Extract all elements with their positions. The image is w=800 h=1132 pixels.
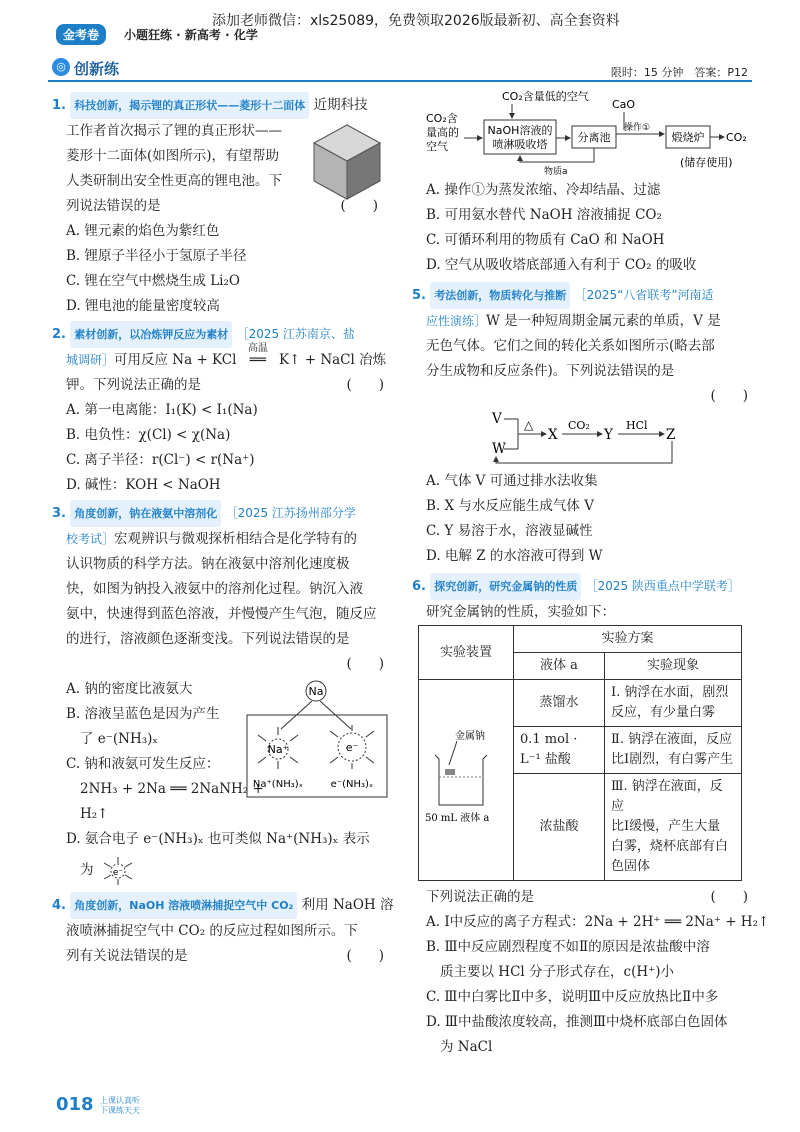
option-d[interactable]: D. 碱性：KOH < NaOH: [66, 477, 221, 493]
v-label: V: [492, 411, 502, 427]
question-text: 快，如图为钠投入液氨中的溶剂化过程。钠沉入液: [66, 581, 363, 597]
reaction-condition: 高温: [247, 343, 268, 354]
footer-slogan-line: 下课练天天: [100, 1106, 140, 1115]
answer-blank[interactable]: ( ): [346, 377, 384, 393]
option-b[interactable]: B. X 与水反应能生成气体 V: [426, 498, 594, 514]
high-co2-air-label: 量高的: [426, 126, 459, 139]
question-5: [412, 282, 752, 469]
option-b[interactable]: B. Ⅲ中反应剧烈程度不如Ⅱ的原因是浓盐酸中溶: [426, 939, 710, 955]
question-text: 液喷淋捕捉空气中 CO₂ 的反应过程如图所示。下: [66, 923, 358, 939]
phenomenon-line: 反应，有少量白雾: [611, 705, 716, 720]
question-source: 城调研］: [66, 353, 115, 367]
question-text: 列有关说法错误的是: [66, 948, 188, 964]
question-6: [412, 573, 770, 1060]
substance-a-label: 物质a: [544, 167, 568, 177]
experiment-table: [418, 625, 742, 881]
cao-label: CaO: [612, 98, 636, 111]
magnifier-icon: ◎: [52, 58, 70, 76]
liquid-cell: 0.1 mol · L⁻¹ 盐酸: [514, 727, 605, 774]
promo-text: 添加老师微信：xls25089，免费领取2026版最新初、高全套资料: [212, 13, 620, 29]
phenomenon-line: 比Ⅰ缓慢，产生大量: [611, 819, 721, 834]
question-number: 4.: [52, 898, 66, 913]
option-d[interactable]: D. 空气从吸收塔底部通入有利于 CO₂ 的吸收: [426, 257, 697, 273]
option-c[interactable]: C. 锂在空气中燃烧生成 Li₂O: [66, 273, 240, 289]
question-text: W 是一种短周期金属元素的单质，V 是: [486, 313, 721, 329]
question-tag: 角度创新，NaOH 溶液喷淋捕捉空气中 CO₂: [70, 892, 297, 919]
beaker-figure: [425, 727, 507, 827]
question-text: 研究金属钠的性质，实验如下：: [426, 604, 615, 620]
option-d[interactable]: D. Ⅲ中盐酸浓度较高，推测Ⅲ中烧杯底部白色固体: [426, 1014, 728, 1030]
table-row: [419, 680, 742, 727]
option-c[interactable]: C. Y 易溶于水，溶液显碱性: [426, 523, 593, 539]
question-text: 菱形十二面体(如图所示)，有望帮助: [66, 148, 280, 164]
apparatus-cell: [419, 680, 514, 881]
phenomenon-line: Ⅰ. 钠浮在水面，剧烈: [611, 685, 729, 700]
phenomenon-cell: [605, 774, 742, 881]
question-text: 钾。下列说法正确的是: [66, 377, 201, 393]
question-number: 6.: [412, 579, 426, 594]
question-text: 氨中，快速得到蓝色溶液，并慢慢产生气泡，随反应: [66, 606, 377, 622]
question-tag: 科技创新，揭示锂的真正形状——菱形十二面体: [70, 92, 309, 119]
question-number: 1.: [52, 98, 66, 113]
option-c[interactable]: C. 离子半径：r(Cl⁻) < r(Na⁺): [66, 452, 255, 468]
right-column: [412, 86, 770, 1060]
option-b[interactable]: B. 电负性：χ(Cl) < χ(Na): [66, 427, 231, 443]
question-source: 应性演练］: [426, 314, 487, 328]
co2-label: CO₂: [568, 419, 590, 432]
question-text: 宏观辨识与微观探析相结合是化学特有的: [114, 531, 358, 547]
option-a[interactable]: A. 钠的密度比液氨大: [66, 681, 193, 697]
heat-symbol: △: [524, 418, 534, 432]
question-source: ［2025 江苏扬州部分学: [225, 506, 356, 520]
question-4: [52, 892, 394, 969]
answer-blank[interactable]: ( ): [710, 889, 748, 905]
question-text: 工作者首次揭示了锂的真正形状——: [66, 123, 282, 139]
question-number: 2.: [52, 327, 66, 342]
question-text: 分生成物和反应条件)。下列说法错误的是: [426, 363, 675, 379]
answer-blank[interactable]: ( ): [346, 948, 384, 964]
header-device: 实验装置: [419, 626, 514, 680]
option-d-cont: 为 NaCl: [440, 1039, 493, 1055]
question-text: 可用反应 Na + KCl: [114, 352, 241, 368]
liquid-cell: 浓盐酸: [514, 774, 605, 881]
absorption-tower-label: NaOH溶液的: [487, 124, 553, 137]
phenomenon-line: Ⅱ. 钠浮在液面，反应: [611, 732, 733, 747]
solvation-figure: [246, 679, 388, 799]
option-d[interactable]: D. 锂电池的能量密度较高: [66, 298, 220, 314]
phenomenon-line: 色固体: [611, 859, 651, 874]
reaction-arrow: 高温 ══: [241, 348, 275, 373]
x-label: X: [548, 427, 558, 443]
na-atom-label: Na: [308, 685, 324, 698]
absorption-tower-label: 喷淋吸收塔: [492, 138, 548, 151]
question-text: 列说法错误的是: [66, 198, 161, 214]
phenomenon-line: 白雾，烧杯底部有白: [611, 839, 729, 854]
question-source: ［2025“八省联考”河南适: [574, 288, 714, 302]
time-limit: 限时：15 分钟 答案：P12: [610, 66, 748, 79]
phenomenon-cell: [605, 680, 742, 727]
option-b-cont: 了 e⁻(NH₃)ₓ: [80, 731, 159, 747]
question-text: 认识物质的科学方法。钠在液氨中溶剂化速度极: [66, 556, 350, 572]
option-c[interactable]: C. 钠和液氨可发生反应：: [66, 756, 220, 772]
option-b[interactable]: B. 可用氨水替代 NaOH 溶液捕捉 CO₂: [426, 207, 662, 223]
answer-blank[interactable]: ( ): [346, 656, 384, 672]
electron-label: e⁻: [345, 741, 359, 754]
footer-slogan-line: 上课认真听: [100, 1096, 140, 1105]
header-phenomenon: 实验现象: [605, 653, 742, 680]
question-text: 利用 NaOH 溶: [301, 897, 394, 913]
question-source: ［2025 陕西重点中学联考］: [585, 579, 740, 593]
option-a[interactable]: A. 第一电离能：I₁(K) < I₁(Na): [66, 402, 258, 418]
option-a[interactable]: A. Ⅰ中反应的离子方程式：2Na + 2H⁺ ══ 2Na⁺ + H₂↑: [426, 914, 770, 930]
liquid-cell: 蒸馏水: [514, 680, 605, 727]
option-d[interactable]: D. 电解 Z 的水溶液可得到 W: [426, 548, 603, 564]
phenomenon-cell: [605, 727, 742, 774]
option-c-cont: H₂↑: [80, 806, 109, 822]
question-text: 的进行，溶液颜色逐渐变浅。下列说法错误的是: [66, 631, 350, 647]
option-a[interactable]: A. 锂元素的焰色为紫红色: [66, 223, 220, 239]
answer-blank[interactable]: ( ): [340, 198, 378, 214]
dodecahedron-figure: [312, 123, 382, 201]
phenomenon-line: Ⅲ. 钠浮在液面，反应: [611, 779, 723, 814]
storage-label: (储存使用): [680, 156, 733, 169]
high-co2-air-label: CO₂含: [426, 112, 458, 125]
option-a[interactable]: A. 操作①为蒸发浓缩、冷却结晶、过滤: [426, 182, 661, 198]
header-liquid: 液体 a: [514, 653, 605, 680]
question-text: 人类研制出安全性更高的锂电池。下: [66, 173, 282, 189]
co2-capture-flow: [412, 86, 752, 178]
question-number: 5.: [412, 288, 426, 303]
header-plan: 实验方案: [514, 626, 742, 653]
high-co2-air-label: 空气: [426, 140, 448, 153]
question-2: [52, 321, 388, 498]
question-1: [52, 92, 388, 319]
w-label: W: [492, 441, 506, 457]
left-column: [52, 92, 394, 969]
y-label: Y: [604, 427, 613, 443]
e-solvated-label: e⁻(NH₃)ₓ: [330, 779, 374, 790]
option-a[interactable]: A. 气体 V 可通过排水法收集: [426, 473, 598, 489]
answer-blank[interactable]: ( ): [710, 388, 748, 404]
question-text: 无色气体。它们之间的转化关系如图所示(略去部: [426, 338, 715, 354]
beaker-caption: 50 mL 液体 a: [425, 812, 490, 824]
question-number: 3.: [52, 506, 66, 521]
page-number: 018: [56, 1094, 94, 1115]
option-c-cont: 2NH₃ + 2Na ══ 2NaNH₂ +: [80, 781, 264, 797]
section-title: 创新练: [74, 60, 120, 78]
series-badge: 金考卷: [56, 24, 106, 45]
co2-output-label: CO₂: [726, 131, 747, 144]
na-solvated-label: Na⁺(NH₃)ₓ: [252, 779, 304, 790]
option-b-cont: 质主要以 HCl 分子形式存在，c(H⁺)小: [440, 964, 674, 980]
operation-1-label: 操作①: [624, 123, 651, 133]
phenomenon-line: 比Ⅰ剧烈，有白雾产生: [611, 752, 734, 767]
electron-label: e⁻: [112, 867, 123, 878]
transformation-scheme: [412, 409, 752, 469]
question-text: 下列说法正确的是: [426, 889, 534, 905]
question-tag: 素材创新，以冶炼钾反应为素材: [70, 321, 232, 348]
kiln-label: 煅烧炉: [671, 131, 705, 144]
option-c[interactable]: C. 可循环利用的物质有 CaO 和 NaOH: [426, 232, 665, 248]
footer-slogan: [100, 1096, 140, 1116]
solvated-electron-icon: [98, 855, 138, 887]
option-c[interactable]: C. Ⅲ中白雾比Ⅱ中多，说明Ⅲ中反应放热比Ⅱ中多: [426, 989, 719, 1005]
question-tag: 探究创新，研究金属钠的性质: [430, 573, 581, 600]
question-text: 近期科技: [313, 97, 368, 113]
option-b[interactable]: B. 锂原子半径小于氢原子半径: [66, 248, 247, 264]
question-3: [52, 500, 388, 888]
question-tag: 角度创新，钠在液氨中溶剂化: [70, 500, 221, 527]
series-title: 小题狂练 · 新高考 · 化学: [124, 28, 258, 42]
low-co2-air-label: CO₂含量低的空气: [502, 90, 589, 103]
hcl-label: HCl: [626, 419, 648, 432]
option-d-cont: 为: [80, 862, 94, 878]
question-text: K↑ + NaCl 冶炼: [274, 352, 387, 368]
question-tag: 考法创新，物质转化与推断: [430, 282, 570, 309]
option-b[interactable]: B. 溶液呈蓝色是因为产生: [66, 706, 220, 722]
question-source: 校考试］: [66, 532, 115, 546]
option-d[interactable]: D. 氨合电子 e⁻(NH₃)ₓ 也可类似 Na⁺(NH₃)ₓ 表示: [66, 831, 370, 847]
na-ion-label: Na⁺: [267, 743, 289, 756]
z-label: Z: [666, 427, 676, 443]
separation-tank-label: 分离池: [577, 131, 611, 144]
sodium-label: 金属钠: [455, 730, 485, 742]
question-source: ［2025 江苏南京、盐: [236, 327, 355, 341]
